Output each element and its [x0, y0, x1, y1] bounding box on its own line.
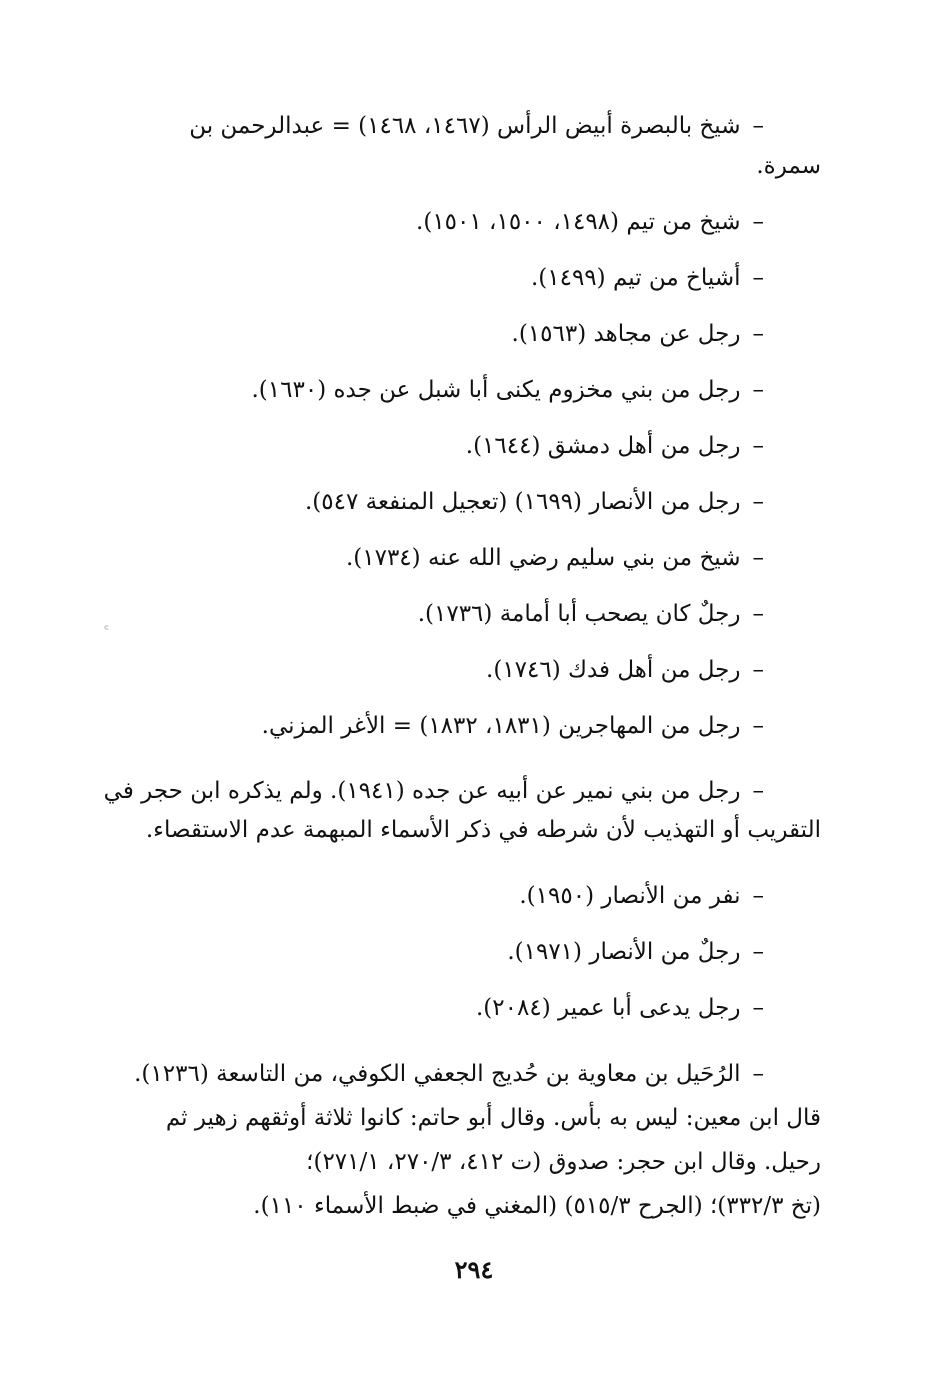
entry-continuation: (تخ ٣٣٢/٣)؛ (الجرح ٥١٥/٣) (المغني في ضبط الأسماء ١١٠).: [253, 1193, 821, 1219]
list-dash: –: [752, 489, 764, 515]
entry-text: رجل من بني مخزوم يكنى أبا شبل عن جده (١٦٣٠).: [251, 377, 741, 403]
entry-line: [200, 880, 764, 912]
entry-line: [128, 1058, 764, 1090]
list-dash: –: [752, 995, 764, 1021]
list-dash: –: [752, 778, 764, 804]
entry-line: [200, 542, 764, 574]
entry-text: شيخ من تيم (١٤٩٨، ١٥٠٠، ١٥٠١).: [416, 209, 741, 235]
list-dash: –: [752, 939, 764, 965]
entry-line: [200, 318, 764, 350]
entry-line: [200, 992, 764, 1024]
entry-line: [200, 936, 764, 968]
entry-text: رجل من أهل دمشق (١٦٤٤).: [465, 433, 741, 459]
list-dash: –: [752, 377, 764, 403]
entry-text: أشياخ من تيم (١٤٩٩).: [530, 265, 741, 291]
entry-line: [200, 430, 764, 462]
entry-text: رجل من أهل فدك (١٧٤٦).: [486, 657, 741, 683]
entry-line: [200, 374, 764, 406]
list-dash: –: [752, 883, 764, 909]
entry-line: [200, 710, 764, 742]
entry-text: رجل من بني نمير عن أبيه عن جده (١٩٤١). ولم يذكره ابن حجر في: [103, 778, 741, 804]
entry-text: رجلٌ كان يصحب أبا أمامة (١٧٣٦).: [417, 601, 741, 627]
entry-line: [200, 206, 764, 238]
entry-line: [103, 775, 764, 807]
entry-line: [128, 110, 764, 142]
list-dash: –: [752, 545, 764, 571]
list-dash: –: [752, 321, 764, 347]
entry-line: [200, 486, 764, 518]
entry-text: رجل عن مجاهد (١٥٦٣).: [511, 321, 741, 347]
entry-continuation: التقريب أو التهذيب لأن شرطه في ذكر الأسماء المبهمة عدم الاستقصاء.: [145, 817, 821, 843]
entry-text: شيخ بالبصرة أبيض الرأس (١٤٦٧، ١٤٦٨) = عبدالرحمن بن: [189, 113, 741, 139]
entry-text: شيخ من بني سليم رضي الله عنه (١٧٣٤).: [345, 545, 741, 571]
entry-continuation: قال ابن معين: ليس به بأس. وقال أبو حاتم: كانوا ثلاثة أوثقهم زهير ثم: [165, 1105, 821, 1131]
entry-line: [200, 598, 764, 630]
list-dash: –: [752, 1061, 764, 1087]
entry-line: [200, 654, 764, 686]
entry-text: رجل يدعى أبا عمير (٢٠٨٤).: [476, 995, 741, 1021]
list-dash: –: [752, 433, 764, 459]
list-dash: –: [752, 113, 764, 139]
entry-text: رجل من الأنصار (١٦٩٩) (تعجيل المنفعة ٥٤٧).: [304, 489, 741, 515]
entry-text: نفر من الأنصار (١٩٥٠).: [519, 883, 741, 909]
entry-text: رجلٌ من الأنصار (١٩٧١).: [507, 939, 741, 965]
list-dash: –: [752, 265, 764, 291]
entry-text: الرُحَيل بن معاوية بن حُديج الجعفي الكوفي، من التاسعة (١٢٣٦).: [134, 1061, 741, 1087]
entry-continuation: سمرة.: [756, 153, 821, 179]
list-dash: –: [752, 209, 764, 235]
list-dash: –: [752, 601, 764, 627]
page-number: ٢٩٤: [454, 1255, 494, 1284]
entry-continuation: رحيل. وقال ابن حجر: صدوق (ت ٤١٢، ٢٧٠/٣، ٢٧١/١)؛: [306, 1149, 821, 1175]
list-dash: –: [752, 713, 764, 739]
entry-text: رجل من المهاجرين (١٨٣١، ١٨٣٢) = الأغر المزني.: [261, 713, 741, 739]
margin-mark: ꜀: [104, 616, 109, 632]
entry-line: [200, 262, 764, 294]
list-dash: –: [752, 657, 764, 683]
